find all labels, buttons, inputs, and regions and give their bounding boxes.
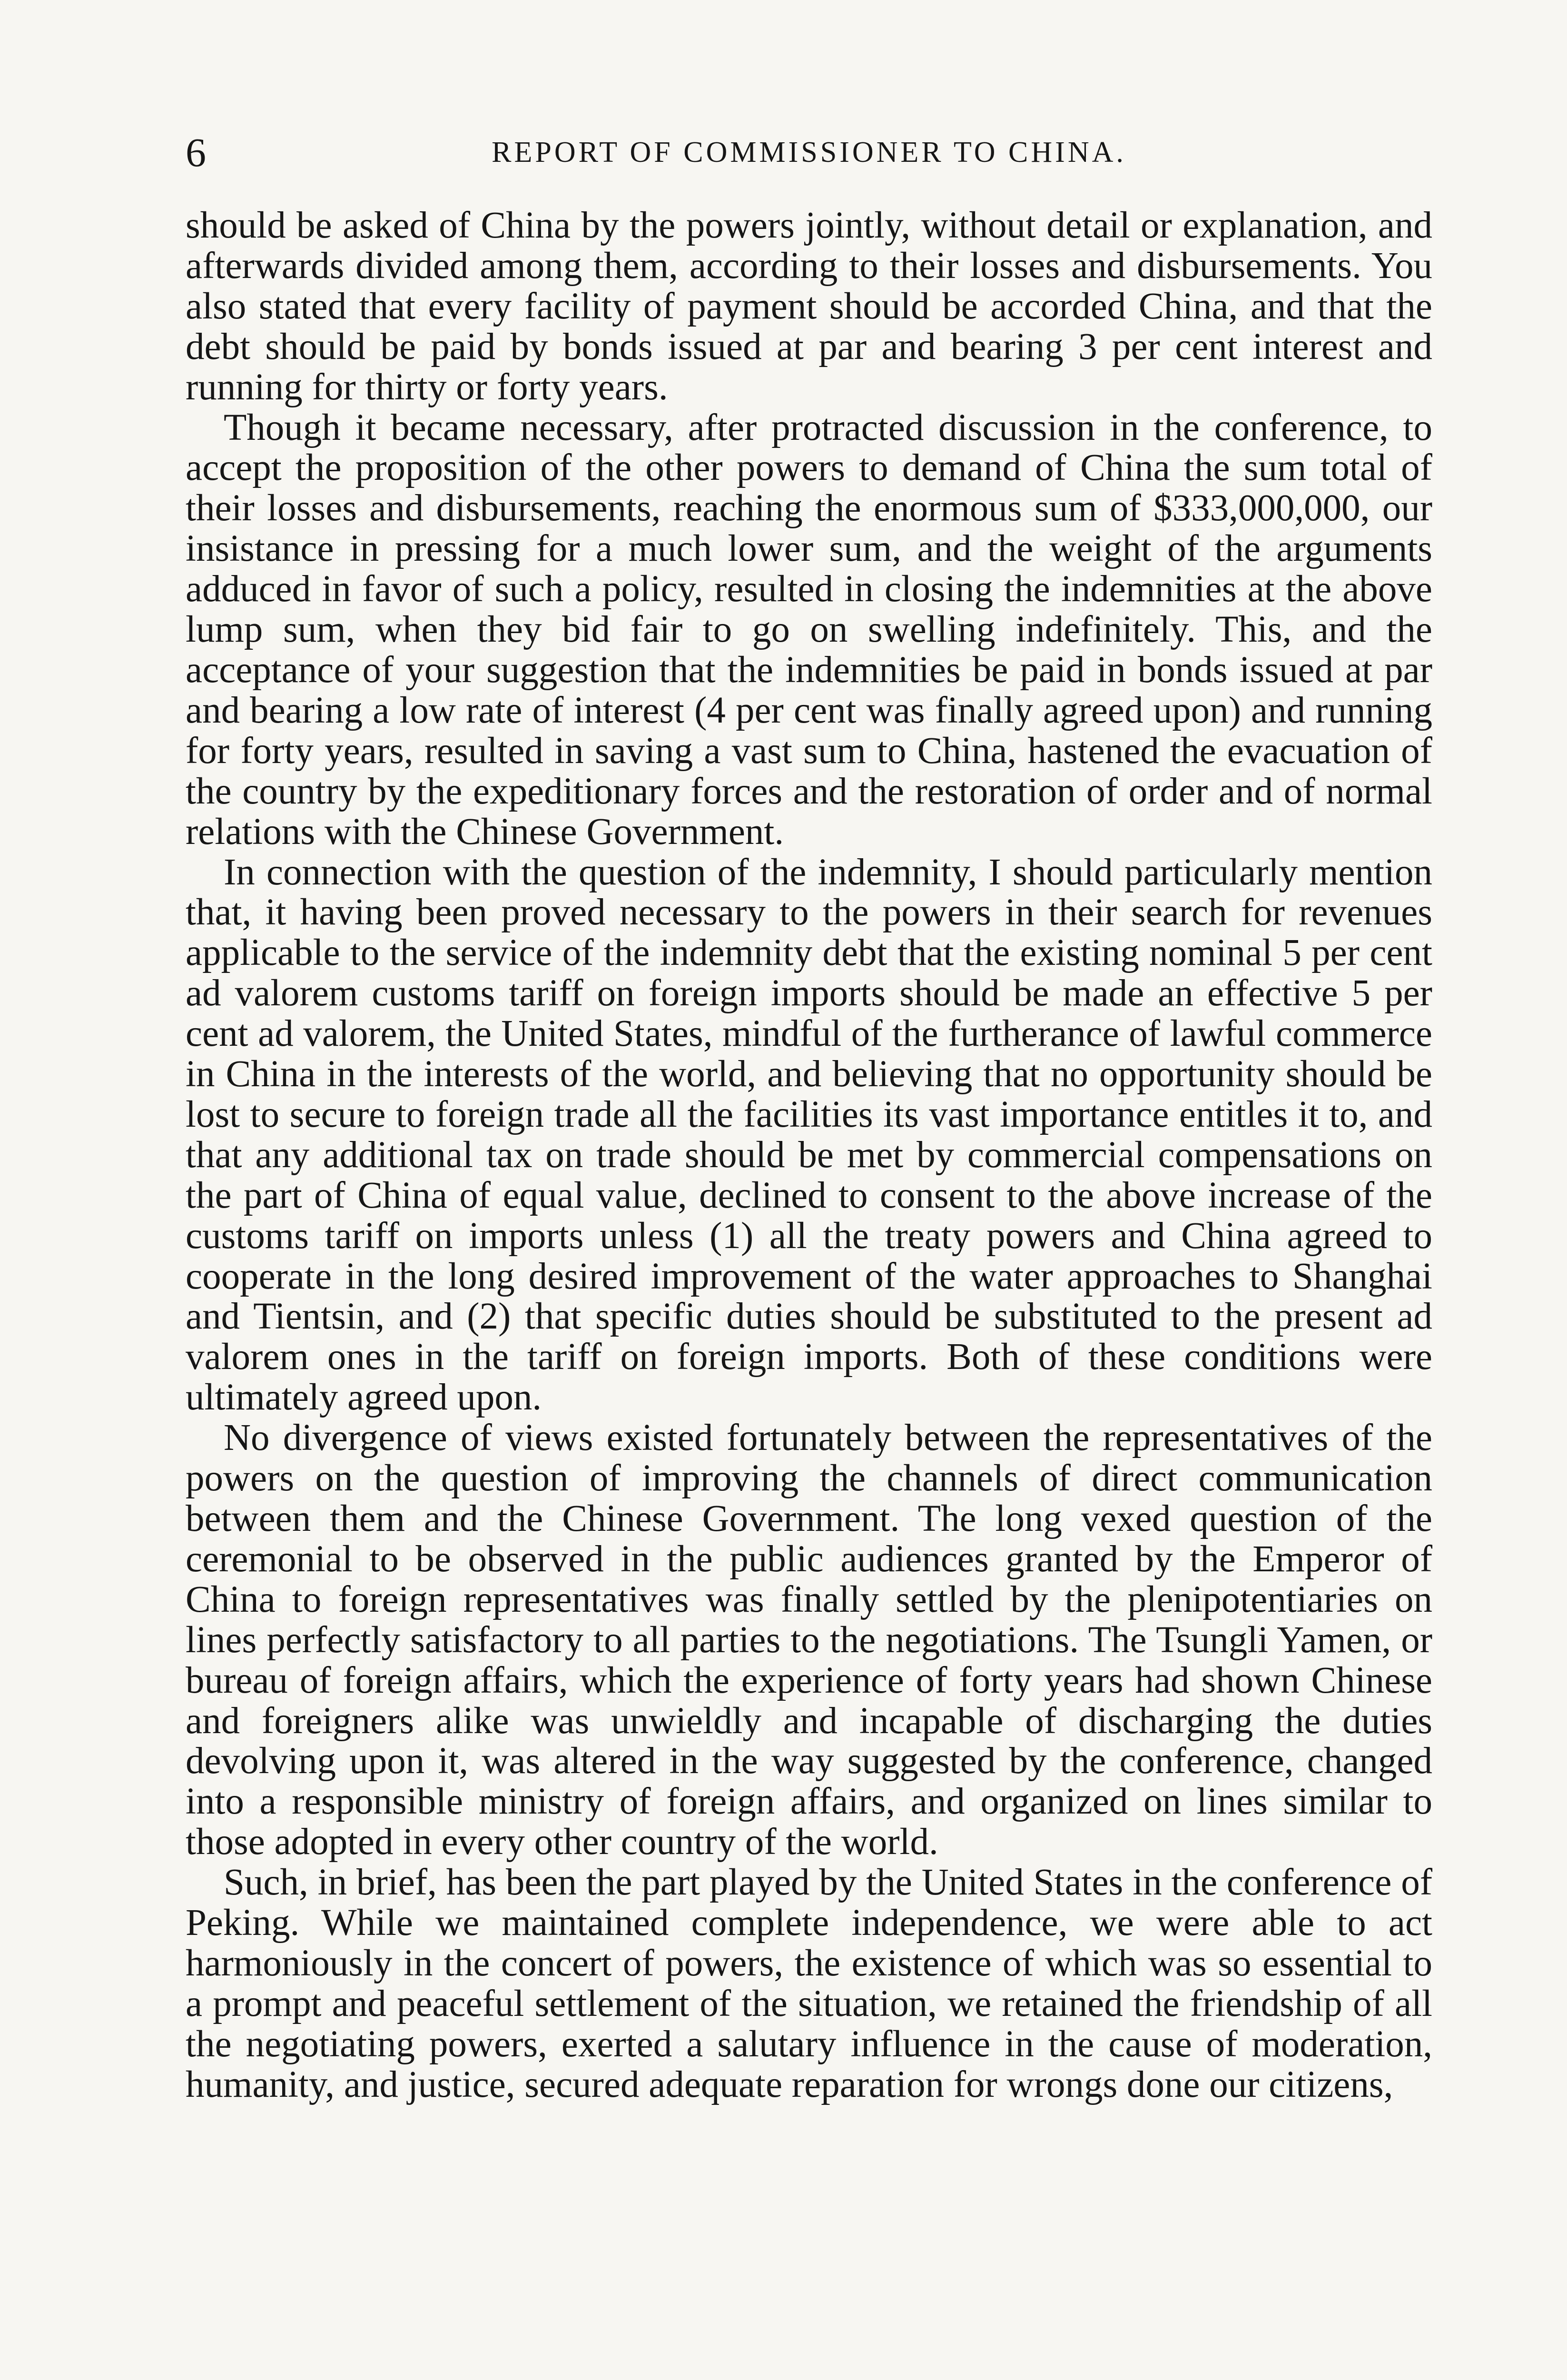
- paragraph-conference-summary: Such, in brief, has been the part played by the United States in the conference of Peking. While we maintained complete independence, we were able to act harmoniously in the concert of powers, the existence of which was so essential to a prompt and peaceful settlement of the situation, we retained the friendship of all the negotiating powers, exerted a salutary influence in the cause of moderation, humanity, and justice, secured adequate reparation for wrongs done our citizens,: [186, 1862, 1432, 2105]
- paragraph-tsungli-yamen: No divergence of views existed fortunately between the representatives of the powers on the question of improving the channels of direct communication between them and the Chinese Government. The long vexed question of the ceremonial to be observed in the public audiences granted by the Emperor of China to foreign representatives was finally settled by the plenipotentiaries on lines perfectly satisfactory to all parties to the negotiations. The Tsungli Yamen, or bureau of foreign affairs, which the experience of forty years had shown Chinese and foreigners alike was unwieldly and incapable of discharging the duties devolving upon it, was altered in the way suggested by the conference, changed into a responsible ministry of foreign affairs, and organized on lines similar to those adopted in every other country of the world.: [186, 1417, 1432, 1863]
- running-title: REPORT OF COMMISSIONER TO CHINA.: [492, 136, 1126, 169]
- page-number: 6: [186, 129, 206, 175]
- paragraph-indemnity-sum: Though it became necessary, after protracted discussion in the conference, to accept the proposition of the other powers to demand of China the sum total of their losses and disbursements, reaching the enormous sum of $333,000,000, our insistance in pressing for a much lower sum, and the weight of the arguments adduced in favor of such a policy, resulted in closing the indemnities at the above lump sum, when they bid fair to go on swelling indefinitely. This, and the acceptance of your suggestion that the indemnities be paid in bonds issued at par and bearing a low rate of interest (4 per cent was finally agreed upon) and running for forty years, resulted in saving a vast sum to China, hastened the evacuation of the country by the expeditionary forces and the restoration of order and of normal relations with the Chinese Government.: [186, 407, 1432, 853]
- page-header: [186, 129, 1432, 176]
- paragraph-continued: should be asked of China by the powers jointly, without detail or explanation, and afterwards divided among them, according to their losses and disbursements. You also stated that every facility of payment should be accorded China, and that the debt should be paid by bonds issued at par and bearing 3 per cent interest and running for thirty or forty years.: [186, 205, 1432, 408]
- paragraph-customs-tariff: In connection with the question of the indemnity, I should particularly mention that, it having been proved necessary to the powers in their search for revenues applicable to the service of the indemnity debt that the existing nominal 5 per cent ad valorem customs tariff on foreign imports should be made an effective 5 per cent ad valorem, the United States, mindful of the furtherance of lawful commerce in China in the interests of the world, and believing that no opportunity should be lost to secure to foreign trade all the facilities its vast importance entitles it to, and that any additional tax on trade should be met by commercial compensations on the part of China of equal value, declined to consent to the above increase of the customs tariff on imports unless (1) all the treaty powers and China agreed to cooperate in the long desired improvement of the water approaches to Shanghai and Tientsin, and (2) that specific duties should be substituted to the present ad valorem ones in the tariff on foreign imports. Both of these conditions were ultimately agreed upon.: [186, 851, 1432, 1418]
- body-text: [186, 206, 1432, 2105]
